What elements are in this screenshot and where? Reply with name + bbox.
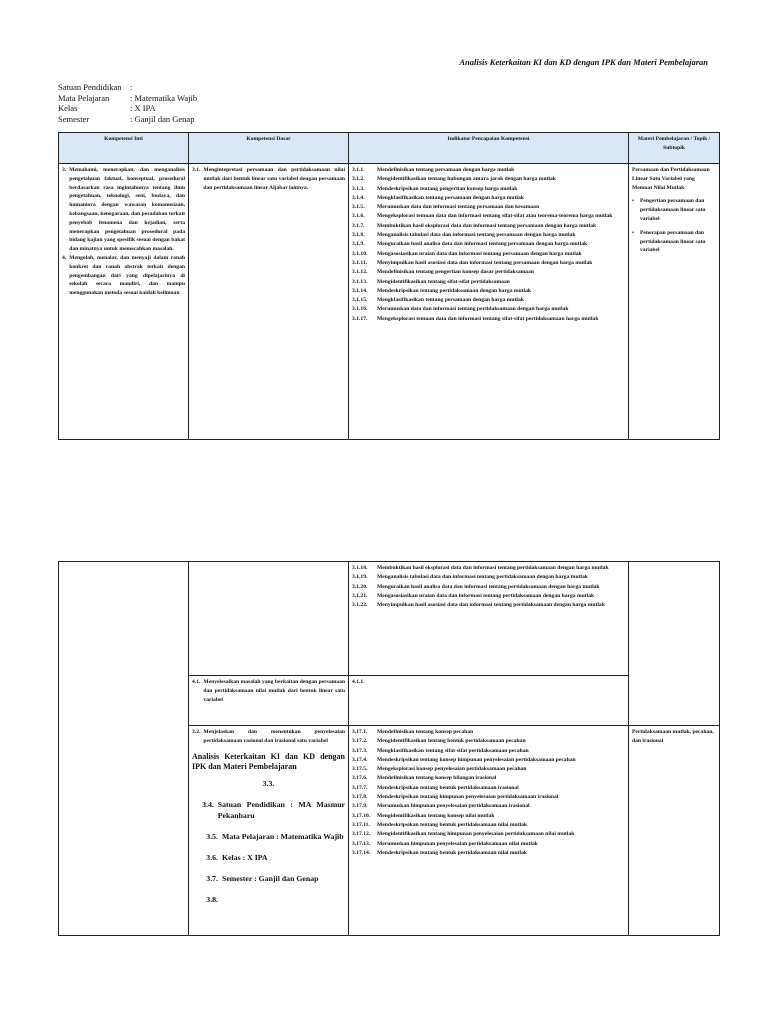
indicator-text: Mendeskripsikan tentang bentuk pertidaksamaan nilai mutlak (377, 849, 527, 856)
topic-item (632, 229, 716, 255)
ipk-cell (349, 676, 629, 726)
embedded-row (192, 831, 345, 842)
kd-cell (189, 676, 349, 726)
indicator-number: 3.17.12. (352, 831, 371, 838)
indicator-number: 3.17.9. (352, 803, 368, 810)
kd-cell (189, 164, 349, 440)
indicator-item (352, 259, 625, 268)
indicator-item (352, 592, 625, 601)
ipk-number: 4.1.1. (352, 679, 365, 685)
indicator-item (352, 840, 625, 849)
kd-text: Menyelesaikan masalah yang berkaitan dengan persamaan dan pertidaksamaan nilai mutlak dari bentuk linear satu variabel (203, 679, 345, 703)
indicator-item (352, 802, 625, 811)
indicator-text: Mendeskripsikan tentang bentuk pertidaksamaan nilai mutlak (377, 821, 527, 828)
table-row (59, 164, 720, 440)
indicator-number: 3.1.11. (352, 259, 368, 266)
indicator-text: Mendefinisikan tentang persamaan dengan harga mutlak (377, 167, 515, 173)
topic-heading: Persamaan dan Pertidaksamaan Linear Satu Variabel yang Memuat Nilai Mutlak (632, 167, 710, 191)
indicator-item (352, 166, 625, 175)
indicator-item (352, 830, 625, 839)
indicator-number: 3.1.22. (352, 602, 368, 609)
indicator-text: Mengidentifikasikan tentang sifat-sifat pertidaksamaan (377, 278, 510, 285)
indicator-item (352, 175, 625, 184)
indicator-number: 3.1.9. (352, 241, 365, 248)
meta-row (58, 82, 197, 93)
indicator-number: 3.1.16. (352, 306, 368, 313)
embedded-row-number: 3.5. (206, 831, 218, 841)
meta-key: Semester (58, 113, 90, 124)
ipk-cell (349, 726, 629, 936)
indicator-item (352, 203, 625, 212)
indicator-number: 3.1.6. (352, 213, 365, 220)
meta-value: : (130, 82, 133, 92)
indicator-item (352, 737, 625, 746)
indicator-item (352, 194, 625, 203)
table-header-row (59, 133, 720, 164)
indicator-text: Mengidentifikasikan tentang himpunan penyelesaian pertidaksamaan nilai mutlak (377, 831, 575, 838)
meta-row (58, 114, 197, 125)
indicator-text: Membuktikan hasil eksplorasi data dan informasi tentang pertidaksamaan dengan harga mutlak (377, 565, 609, 571)
embedded-title: Analisis Keterkaitan KI dan KD dengan IPK dan Materi Pembelajaran (192, 751, 345, 771)
indicator-text: Mengasosiasikan uraian data dan informasi tentang persamaan dengan harga mutlak (377, 250, 582, 257)
indicator-item (352, 278, 625, 287)
kd-number: 4.1. (192, 679, 201, 685)
indicator-text: Mengklasifikasikan tentang persamaan dengan harga mutlak (377, 194, 524, 201)
indicator-number: 3.1.4. (352, 194, 365, 201)
indicator-item (352, 185, 625, 194)
kd-text: Mengintepretasi persamaan dan pertidaksamaan nilai mutlak dari bentuk linear satu variabel dengan persamaan dan pertidaksamaan linear Aljabar lainnya. (203, 167, 345, 191)
indicator-text: Mengeksplorasi temuan data dan informasi tentang sifat-sifat atau teorema-teorema harga mutlak (377, 213, 613, 220)
meta-value: : Matematika Wajib (130, 92, 198, 103)
indicator-text: Menyimpulkan hasil asosiasi data dan informasi tentang persamaan dengan harga mutlak (377, 259, 593, 266)
indicator-text: Merumuskan himpunan penyelesaian pertidaksamaan irasional (377, 803, 530, 810)
indicator-number: 3.1.5. (352, 204, 365, 211)
indicator-item (352, 268, 625, 277)
topic-cell (629, 726, 720, 936)
indicator-item (352, 812, 625, 821)
header-indikator: Indikator Pencapaian Kompetensi (349, 133, 629, 164)
indicator-text: Mendefinisikan tentang konsep bilangan irasional (377, 775, 497, 782)
kd-item (192, 728, 345, 746)
indicator-text: Mengidentifikasikan tentang konsep nilai mutlak (377, 812, 495, 819)
indicator-text: Mengidentifikasikan tentang bentuk pertidaksamaan pecahan (377, 738, 526, 745)
table-row (59, 562, 720, 676)
kd-number: 3.2. (192, 729, 201, 735)
indicator-number: 3.17.5. (352, 766, 368, 773)
indicator-number: 3.1.17. (352, 315, 368, 322)
indicator-number: 3.17.2. (352, 738, 368, 745)
meta-key: Satuan Pendidikan (58, 82, 122, 92)
indicator-number: 3.1.1. (352, 167, 365, 173)
ipk-cell (349, 164, 629, 440)
indicator-item (352, 601, 625, 610)
meta-value: : X IPA (130, 103, 156, 113)
embedded-header-block (192, 752, 345, 905)
kd-item (192, 678, 345, 704)
topic-cell (629, 562, 720, 726)
indicator-number: 3.17.10. (352, 812, 371, 819)
indicator-number: 3.1.15. (352, 297, 368, 304)
indicator-item (352, 774, 625, 783)
indicator-item (352, 756, 625, 765)
indicator-item (352, 240, 625, 249)
kd-number: 3.1. (192, 167, 201, 173)
ki-number: 4. (62, 254, 67, 261)
indicator-item (352, 305, 625, 314)
header-kompetensi-inti: Kompetensi Inti (59, 133, 189, 164)
indicator-number: 3.17.6. (352, 775, 368, 782)
kd-text: Menjelaskan dan menentukan penyelesaian pertidaksamaan rasional dan irasional satu variabel (203, 729, 345, 744)
embedded-row-number: 3.7. (206, 873, 218, 883)
indicator-text: Menganalisis tabulasi data dan informasi tentang persamaan dengan harga mutlak (377, 232, 576, 239)
indicator-item (352, 765, 625, 774)
embedded-number: 3.3. (262, 778, 275, 788)
embedded-row-text: Kelas : X IPA (222, 852, 268, 862)
ki-cell (59, 164, 189, 440)
indicator-number: 3.1.20. (352, 583, 368, 590)
indicator-item (352, 296, 625, 305)
indicator-text: Mengasosiasikan uraian data dan informasi tentang pertidaksamaan dengan harga mutlak (377, 592, 595, 599)
indicator-text: Mendefinisikan tentang pengertian konsep dasar pertidaksamaan (377, 269, 535, 276)
indicator-text: Mengeksplorasi temuan data dan informasi tentang sifat-sifat pertidaksamaan harga mutlak (377, 315, 599, 322)
indicator-item (352, 287, 625, 296)
embedded-row (192, 852, 345, 863)
ki-cell (59, 562, 189, 936)
indicator-number: 3.1.2. (352, 176, 365, 183)
ki-item (62, 166, 185, 254)
indicator-text: Mendeskripsikan tentang himpunan penyelesaian pertidaksamaan irasional (377, 794, 559, 801)
indicator-number: 3.1.18. (352, 565, 368, 571)
embedded-row-number: 3.6. (206, 852, 218, 862)
indicator-number: 3.17.3. (352, 747, 368, 754)
indicator-item (352, 564, 625, 573)
indicator-item (352, 573, 625, 582)
topic-text: Penerapan persamaan dan pertidaksamaan linear satu variabel (640, 229, 706, 254)
competency-table-page-2 (58, 561, 720, 936)
embedded-row-text: Semester : Ganjil dan Genap (222, 873, 319, 883)
indicator-text: Membuktikan hasil eksplorasi data dan informasi tentang persamaan dengan harga mutlak (377, 222, 597, 229)
indicator-number: 3.1.10. (352, 250, 368, 257)
indicator-number: 3.17.13. (352, 840, 371, 847)
indicator-number: 3.1.21. (352, 592, 368, 599)
indicator-item (352, 784, 625, 793)
document-title: Analisis Keterkaitan KI dan KD dengan IPK dan Materi Pembelajaran (459, 57, 708, 67)
indicator-text: Mengklasifikasikan tentang persamaan dengan harga mutlak (377, 297, 524, 304)
indicator-text: Mendefinisikan tentang konsep pecahan (377, 729, 474, 735)
indicator-number: 3.17.11. (352, 821, 370, 828)
topic-text: Pengertian persamaan dan pertidaksamaan linear satu variabel (640, 198, 706, 222)
embedded-row-text: Satuan Pendidikan : MA Masmur Pekanbaru (217, 799, 345, 820)
topic-text: Pertidaksamaan mutlak, pecahan, dan irasional (632, 729, 714, 744)
ipk-cell (349, 562, 629, 676)
ki-number: 3. (62, 167, 67, 173)
topic-item (632, 197, 716, 223)
embedded-row-number: 3.8. (206, 894, 218, 904)
indicator-text: Mendeskripsikan tentang bentuk pertidaksamaan irasional (377, 784, 519, 791)
indicator-item (352, 793, 625, 802)
indicator-text: Merumuskan data dan informasi tentang pertidaksamaan dengan harga mutlak (377, 306, 569, 313)
indicator-text: Mendeskripsikan tentang pengertian konsep harga mutlak (377, 185, 518, 192)
indicator-number: 3.17.1. (352, 729, 368, 735)
meta-key: Mata Pelajaran (58, 92, 110, 103)
indicator-item (352, 222, 625, 231)
meta-row (58, 93, 197, 104)
indicator-text: Menguraikan hasil analisa data dan informasi tentang pertidaksamaan dengan harga mutlak (377, 583, 600, 590)
indicator-text: Menguraikan hasil analisa data dan informasi tentang persamaan dengan harga mutlak (377, 241, 588, 248)
indicator-number: 3.1.14. (352, 287, 368, 294)
meta-key: Kelas (58, 103, 78, 113)
ki-text: Memahami, menerapkan, dan menganalisis pengetahuan faktual, konseptual, prosedural berdasarkan rasa ingintahunya tentang ilmu pengetahuan, teknologi, seni, budaya, dan humaniora dengan wawasan kemanusiaan, kebangsaan, kenegaraan, dan peradaban terkait penyebab fenomena dan kejadian, serta menerapkan pengetahuan prosedural pada bidang kajian yang spesifik sesuai dengan bakat dan minatnya untuk memecahkan masalah. (69, 167, 185, 253)
indicator-number: 3.17.14. (352, 849, 371, 856)
header-materi: Materi Pembelajaran / Topik / Subtopik (629, 133, 720, 164)
indicator-item (352, 849, 625, 858)
indicator-text: Menyimpulkan hasil asosiasi data dan informasi tentang pertidaksamaan dengan harga mutlak (377, 602, 605, 609)
indicator-item (352, 231, 625, 240)
indicator-item (352, 747, 625, 756)
indicator-number: 3.1.13. (352, 278, 368, 285)
bullet-icon: • (632, 198, 634, 205)
indicator-text: Mengklasifikasikan tentang sifat-sifat pertidaksamaan pecahan (377, 747, 529, 754)
indicator-text: Merumuskan himpunan penyelesaian pertidaksamaan nilai mutlak (377, 840, 538, 847)
indicator-item (352, 250, 625, 259)
indicator-number: 3.1.8. (352, 232, 365, 239)
meta-row (58, 103, 197, 114)
embedded-row-number: 3.4. (202, 799, 214, 809)
indicator-number: 3.1.12. (352, 269, 368, 276)
indicator-text: Merumuskan data dan informasi tentang persamaan dan kesamaan (377, 204, 540, 211)
header-kompetensi-dasar: Kompetensi Dasar (189, 133, 349, 164)
topic-cell (629, 164, 720, 440)
indicator-text: Menganalisis tabulasi data dan informasi tentang pertidaksamaan dengan harga mutlak (377, 574, 588, 581)
embedded-row (192, 799, 345, 821)
indicator-item (352, 315, 625, 324)
embedded-row-text: Mata Pelajaran : Matematika Wajib (222, 831, 344, 841)
kd-cell (189, 562, 349, 676)
indicator-item (352, 583, 625, 592)
document-meta (58, 82, 197, 124)
indicator-number: 3.17.4. (352, 756, 368, 763)
indicator-item (352, 821, 625, 830)
indicator-item (352, 728, 625, 737)
embedded-row (192, 873, 345, 884)
bullet-icon: • (632, 229, 634, 236)
competency-table-page-1 (58, 132, 720, 440)
kd-cell (189, 726, 349, 936)
indicator-number: 3.1.19. (352, 574, 368, 581)
ki-text: Mengolah, menalar, dan menyaji dalam ranah konkret dan ranah abstrak terkait dengan pengembangan dari yang dipelajarinya di sekolah secara mandiri, dan mampu menggunakan metoda sesuai kaidah keilmuan (69, 254, 185, 297)
meta-value: : Ganjil dan Genap (130, 113, 195, 124)
indicator-text: Mengeksplorasi konsep penyelesaian pertidaksamaan pecahan (377, 766, 527, 773)
indicator-item (352, 212, 625, 221)
indicator-number: 3.17.8. (352, 794, 368, 801)
embedded-row (192, 894, 345, 905)
kd-item (192, 166, 345, 192)
indicator-number: 3.17.7. (352, 784, 368, 791)
indicator-number: 3.1.7. (352, 222, 365, 229)
indicator-number: 3.1.3. (352, 185, 365, 192)
indicator-text: Mendeskripsikan tentang pertidaksamaan dengan harga mutlak (377, 287, 532, 294)
indicator-text: Mendeskripsikan tentang konsep himpunan penyelesaian pertidaksamaan pecahan (377, 756, 576, 763)
ki-item (62, 254, 185, 298)
indicator-text: Mengidentifikasikan tentang hubungan antara jarak dengan harga mutlak (377, 176, 556, 183)
